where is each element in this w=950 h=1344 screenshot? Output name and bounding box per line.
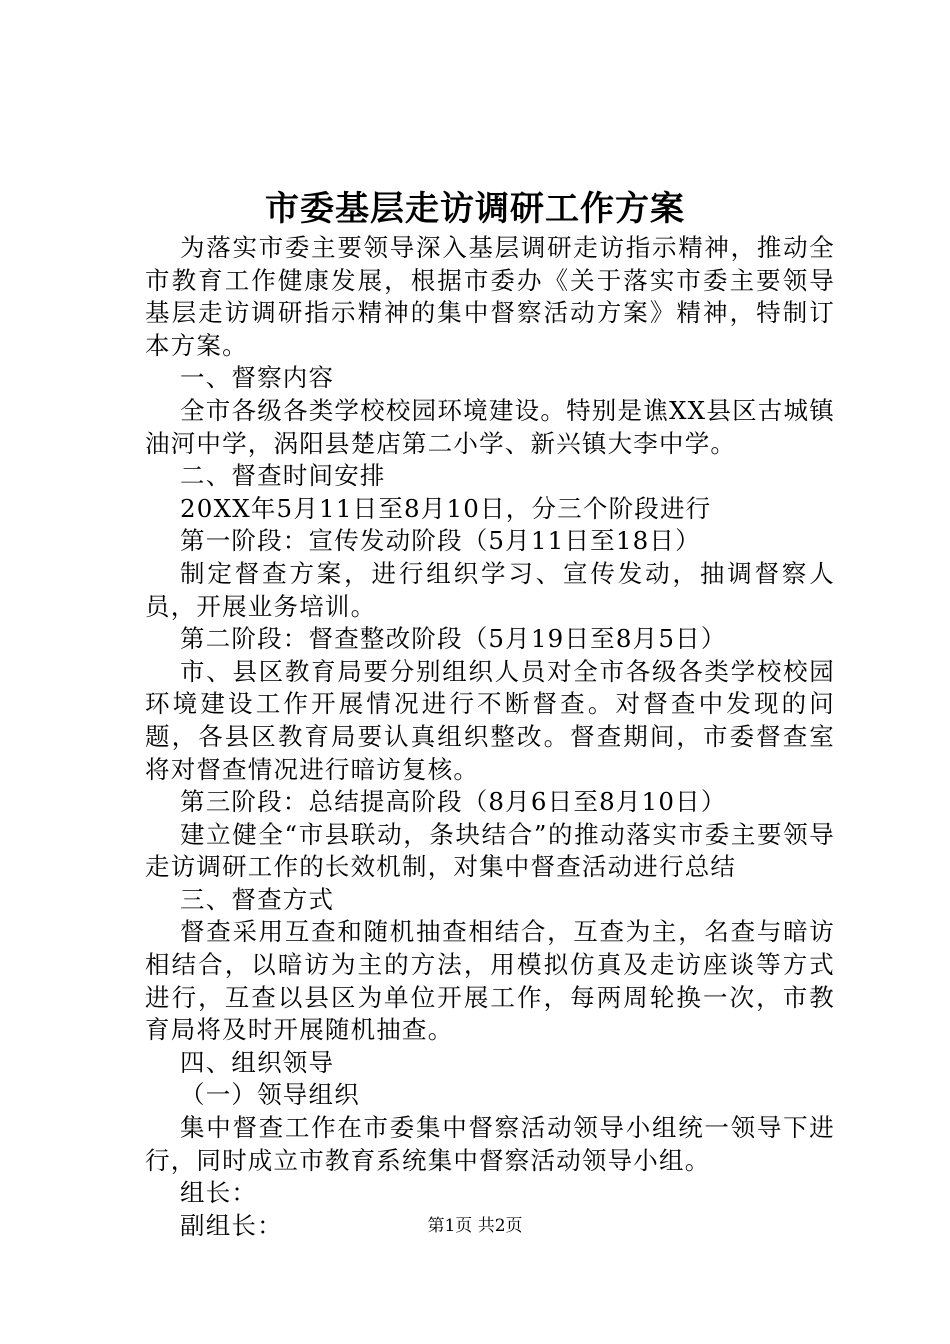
document-body	[145, 232, 835, 1242]
page-footer: 第1页 共2页	[427, 1216, 523, 1236]
paragraph-intro: 为落实市委主要领导深入基层调研走访指示精神，推动全市教育工作健康发展，根据市委办《关于落实市委主要领导基层走访调研指示精神的集中督察活动方案》精神，特制订本方案。	[145, 233, 835, 360]
heading-section-1: 一、督察内容	[180, 363, 335, 393]
paragraph-stage-2: 市、县区教育局要分别组织人员对全市各级各类学校校园环境建设工作开展情况进行不断督查。对督查中发现的问题，各县区教育局要认真组织整改。督查期间，市委督查室将对督查情况进行暗访复核。	[145, 656, 835, 784]
heading-subsection-1: （一）领导组织	[180, 1080, 360, 1110]
paragraph-stage-3: 建立健全“市县联动，条块结合”的推动落实市委主要领导走访调研工作的长效机制，对集中督查活动进行总结	[145, 819, 835, 882]
document-title: 市委基层走访调研工作方案	[265, 189, 685, 229]
heading-stage-3: 第三阶段：总结提高阶段（8月6日至8月10日）	[180, 787, 727, 817]
heading-stage-2: 第二阶段：督查整改阶段（5月19日至8月5日）	[180, 624, 727, 654]
paragraph-stage-1: 制定督查方案，进行组织学习、宣传发动，抽调督察人员，开展业务培训。	[145, 558, 835, 621]
field-group-leader: 组长：	[180, 1178, 258, 1208]
heading-section-3: 三、督查方式	[180, 884, 335, 914]
paragraph-section-1: 全市各级各类学校校园环境建设。特别是谯XX县区古城镇油河中学，涡阳县楚店第二小学、新兴镇大李中学。	[145, 395, 835, 458]
heading-section-2: 二、督查时间安排	[180, 461, 386, 491]
field-deputy-group-leader: 副组长：	[180, 1210, 283, 1240]
paragraph-subsection-1: 集中督查工作在市委集中督察活动领导小组统一领导下进行，同时成立市教育系统集中督察活动领导小组。	[145, 1113, 835, 1175]
heading-stage-1: 第一阶段：宣传发动阶段（5月11日至18日）	[180, 526, 701, 556]
heading-section-4: 四、组织领导	[180, 1047, 335, 1077]
paragraph-section-3: 督查采用互查和随机抽查相结合，互查为主，名查与暗访相结合，以暗访为主的方法，用模拟仿真及走访座谈等方式进行，互查以县区为单位开展工作，每两周轮换一次，市教育局将及时开展随机抽查。	[145, 917, 835, 1045]
paragraph-schedule: 20XX年5月11日至8月10日，分三个阶段进行	[180, 493, 712, 523]
